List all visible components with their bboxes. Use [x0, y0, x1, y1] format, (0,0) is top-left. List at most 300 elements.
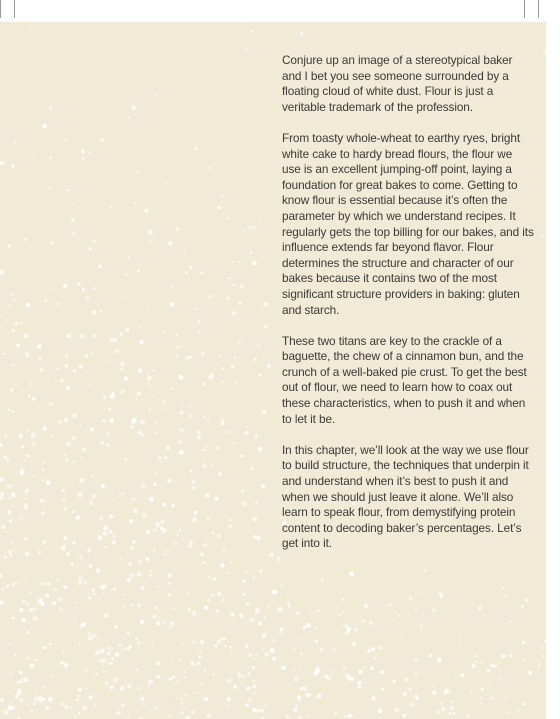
flour-speck	[310, 613, 312, 615]
flour-speck	[227, 296, 230, 299]
flour-speck	[177, 681, 179, 683]
flour-speck	[277, 574, 278, 575]
flour-speck	[306, 693, 311, 698]
flour-speck	[380, 670, 384, 674]
flour-speck	[234, 381, 236, 383]
flour-speck	[315, 640, 319, 644]
flour-speck	[6, 485, 9, 488]
flour-speck	[345, 625, 348, 628]
flour-speck	[227, 679, 232, 684]
flour-speck	[229, 646, 231, 648]
flour-speck	[22, 600, 26, 604]
flour-speck	[80, 334, 85, 339]
flour-speck	[402, 714, 406, 718]
flour-speck	[273, 639, 276, 642]
flour-speck	[38, 226, 40, 228]
flour-speck	[499, 671, 500, 672]
flour-speck	[149, 574, 153, 578]
flour-speck	[85, 296, 90, 301]
flour-speck	[200, 651, 202, 653]
flour-speck	[1, 492, 4, 495]
flour-speck	[222, 599, 225, 602]
flour-speck	[256, 536, 261, 541]
flour-speck	[314, 671, 319, 676]
flour-speck	[93, 240, 96, 243]
flour-speck	[212, 532, 215, 535]
flour-speck	[24, 537, 27, 540]
flour-speck	[147, 684, 150, 687]
flour-speck	[7, 244, 10, 247]
flour-speck	[183, 430, 185, 432]
flour-speck	[235, 629, 237, 631]
flour-speck	[147, 375, 149, 377]
flour-speck	[131, 105, 136, 110]
flour-speck	[195, 615, 197, 617]
flour-speck	[143, 703, 146, 706]
crop-mark-top-left-2	[14, 0, 15, 18]
flour-speck	[171, 285, 173, 287]
flour-speck	[304, 663, 306, 665]
flour-speck	[108, 646, 111, 649]
flour-speck	[523, 659, 525, 661]
flour-speck	[253, 680, 255, 682]
flour-speck	[403, 692, 407, 696]
flour-speck	[227, 217, 230, 220]
flour-speck	[225, 645, 227, 647]
flour-speck	[79, 556, 83, 560]
flour-speck	[32, 442, 36, 446]
flour-speck	[73, 203, 75, 205]
flour-speck	[229, 561, 232, 564]
flour-speck	[198, 655, 201, 658]
flour-speck	[223, 548, 226, 551]
flour-speck	[48, 643, 51, 646]
flour-speck	[246, 426, 248, 428]
flour-speck	[65, 364, 69, 368]
flour-speck	[292, 635, 294, 637]
flour-speck	[96, 673, 98, 675]
flour-speck	[344, 715, 347, 718]
flour-speck	[204, 606, 208, 610]
flour-speck	[448, 712, 451, 715]
flour-speck	[138, 368, 143, 373]
flour-speck	[206, 654, 207, 655]
flour-speck	[184, 573, 185, 574]
flour-speck	[421, 627, 423, 629]
flour-speck	[79, 478, 84, 483]
flour-speck	[137, 270, 140, 273]
flour-speck	[14, 140, 17, 143]
flour-speck	[30, 26, 32, 28]
flour-speck	[517, 708, 520, 711]
flour-speck	[263, 705, 265, 707]
flour-speck	[118, 495, 119, 496]
flour-speck	[145, 209, 149, 213]
flour-speck	[1, 699, 4, 702]
flour-speck	[306, 623, 311, 628]
flour-speck	[90, 427, 94, 431]
flour-speck	[187, 608, 190, 611]
flour-speck	[169, 302, 174, 307]
flour-speck	[251, 30, 254, 33]
flour-speck	[76, 699, 79, 702]
flour-speck	[179, 659, 182, 662]
flour-speck	[65, 138, 68, 141]
flour-speck	[199, 551, 201, 553]
flour-speck	[31, 709, 34, 712]
flour-speck	[268, 606, 270, 608]
flour-speck	[213, 474, 215, 476]
flour-speck	[314, 31, 316, 33]
flour-speck	[228, 277, 230, 279]
flour-speck	[11, 329, 14, 332]
flour-speck	[261, 709, 264, 712]
flour-speck	[225, 430, 228, 433]
flour-speck	[78, 581, 83, 586]
flour-speck	[141, 698, 144, 701]
flour-speck	[130, 682, 132, 684]
flour-speck	[57, 597, 62, 602]
flour-speck	[83, 448, 87, 452]
flour-speck	[3, 269, 4, 270]
flour-speck	[222, 367, 224, 369]
flour-speck	[149, 570, 152, 573]
flour-speck	[84, 581, 87, 584]
flour-speck	[459, 646, 461, 648]
flour-speck	[12, 617, 15, 620]
flour-speck	[72, 460, 75, 463]
flour-speck	[45, 594, 49, 598]
flour-speck	[44, 299, 48, 303]
flour-speck	[28, 622, 30, 624]
flour-speck	[23, 316, 25, 318]
flour-speck	[262, 410, 266, 414]
flour-speck	[147, 305, 148, 306]
flour-speck	[113, 338, 117, 342]
flour-speck	[82, 706, 87, 711]
flour-speck	[43, 646, 46, 649]
flour-speck	[184, 671, 186, 673]
flour-speck	[263, 649, 265, 651]
flour-speck	[104, 546, 106, 548]
flour-speck	[11, 164, 15, 168]
flour-speck	[506, 696, 508, 698]
flour-speck	[471, 633, 473, 635]
flour-speck	[211, 593, 215, 597]
flour-speck	[12, 518, 13, 519]
flour-speck	[12, 548, 14, 550]
flour-speck	[124, 458, 127, 461]
flour-speck	[220, 638, 223, 641]
flour-speck	[299, 701, 300, 702]
flour-speck	[259, 570, 262, 573]
flour-speck	[252, 261, 257, 266]
flour-speck	[73, 369, 76, 372]
flour-speck	[107, 361, 109, 363]
flour-speck	[93, 593, 95, 595]
flour-speck	[357, 681, 361, 685]
flour-speck	[417, 649, 418, 650]
flour-speck	[64, 663, 69, 668]
flour-speck	[367, 649, 371, 653]
flour-speck	[96, 568, 101, 573]
flour-speck	[237, 672, 240, 675]
crop-mark-top-right	[524, 0, 525, 18]
flour-speck	[450, 706, 454, 710]
flour-speck	[111, 649, 113, 651]
flour-speck	[358, 669, 363, 674]
flour-speck	[172, 607, 174, 609]
flour-speck	[64, 418, 69, 423]
flour-speck	[127, 79, 129, 81]
flour-speck	[90, 500, 93, 503]
flour-speck	[70, 563, 73, 566]
flour-speck	[25, 580, 27, 582]
flour-speck	[197, 692, 200, 695]
flour-speck	[205, 494, 209, 498]
flour-speck	[207, 598, 212, 603]
flour-speck	[170, 621, 175, 626]
flour-speck	[228, 402, 229, 403]
flour-speck	[196, 435, 201, 440]
flour-speck	[446, 652, 447, 653]
flour-speck	[135, 638, 138, 641]
flour-speck	[98, 535, 103, 540]
flour-speck	[72, 414, 76, 418]
flour-speck	[91, 494, 96, 499]
flour-speck	[69, 706, 71, 708]
flour-speck	[387, 649, 389, 651]
flour-speck	[166, 445, 171, 450]
flour-speck	[440, 594, 444, 598]
flour-speck	[72, 541, 75, 544]
flour-speck	[8, 409, 10, 411]
flour-speck	[221, 380, 223, 382]
flour-speck	[43, 124, 48, 129]
flour-speck	[21, 525, 23, 527]
flour-speck	[333, 648, 335, 650]
flour-speck	[164, 550, 166, 552]
flour-speck	[541, 646, 544, 649]
flour-speck	[170, 387, 173, 390]
flour-speck	[394, 631, 395, 632]
flour-speck	[246, 603, 249, 606]
flour-speck	[128, 562, 132, 566]
flour-speck	[198, 431, 201, 434]
flour-speck	[242, 675, 244, 677]
flour-speck	[185, 356, 190, 361]
flour-speck	[168, 715, 171, 718]
flour-speck	[217, 534, 221, 538]
flour-speck	[244, 431, 248, 435]
flour-speck	[32, 397, 36, 401]
flour-speck	[101, 484, 105, 488]
flour-speck	[191, 480, 195, 484]
flour-speck	[109, 691, 111, 693]
flour-speck	[65, 354, 69, 358]
flour-speck	[124, 605, 126, 607]
flour-speck	[136, 546, 137, 547]
flour-speck	[88, 151, 92, 155]
flour-speck	[213, 577, 217, 581]
flour-speck	[29, 591, 32, 594]
flour-speck	[92, 633, 97, 638]
flour-speck	[420, 624, 423, 627]
flour-speck	[110, 685, 114, 689]
flour-speck	[161, 408, 163, 410]
flour-speck	[214, 497, 218, 501]
flour-speck	[27, 657, 29, 659]
flour-speck	[339, 639, 340, 640]
flour-speck	[191, 327, 193, 329]
flour-speck	[207, 518, 210, 521]
flour-speck	[42, 479, 44, 481]
flour-speck	[63, 536, 67, 540]
flour-speck	[122, 648, 125, 651]
flour-speck	[252, 666, 255, 669]
flour-speck	[349, 571, 354, 576]
flour-speck	[113, 677, 118, 682]
flour-speck	[134, 202, 137, 205]
flour-speck	[162, 528, 167, 533]
flour-speck	[84, 668, 86, 670]
flour-speck	[297, 695, 302, 700]
flour-speck	[51, 436, 53, 438]
flour-speck	[38, 551, 41, 554]
flour-speck	[101, 585, 106, 590]
flour-speck	[172, 675, 176, 679]
flour-speck	[11, 541, 14, 544]
flour-speck	[239, 613, 243, 617]
flour-speck	[168, 594, 171, 597]
flour-speck	[238, 340, 241, 343]
flour-speck	[189, 469, 192, 472]
flour-speck	[75, 601, 77, 603]
flour-speck	[131, 420, 136, 425]
flour-speck	[522, 641, 525, 644]
flour-speck	[25, 552, 29, 556]
flour-speck	[105, 681, 108, 684]
flour-speck	[85, 355, 88, 358]
flour-speck	[135, 398, 137, 400]
flour-speck	[91, 475, 94, 478]
flour-speck	[509, 654, 512, 657]
flour-speck	[8, 550, 11, 553]
flour-speck	[10, 521, 12, 523]
flour-speck	[15, 469, 17, 471]
flour-speck	[67, 334, 71, 338]
flour-speck	[7, 510, 11, 514]
flour-speck	[481, 703, 483, 705]
flour-speck	[20, 468, 24, 472]
flour-speck	[148, 408, 151, 411]
flour-speck	[154, 707, 157, 710]
flour-speck	[90, 503, 93, 506]
flour-speck	[101, 571, 103, 573]
flour-speck	[502, 587, 504, 589]
flour-speck	[10, 284, 12, 286]
flour-speck	[325, 629, 326, 630]
flour-speck	[39, 696, 41, 698]
flour-speck	[481, 661, 483, 663]
flour-speck	[128, 713, 129, 714]
flour-speck	[307, 715, 309, 717]
flour-speck	[257, 344, 260, 347]
flour-speck	[243, 230, 246, 233]
flour-speck	[445, 689, 450, 694]
flour-speck	[294, 668, 295, 669]
flour-speck	[92, 310, 97, 315]
flour-speck	[349, 714, 353, 718]
flour-speck	[525, 599, 528, 602]
flour-speck	[124, 377, 128, 381]
flour-speck	[24, 238, 27, 241]
flour-speck	[21, 445, 24, 448]
flour-speck	[158, 616, 160, 618]
flour-speck	[248, 699, 252, 703]
flour-speck	[198, 330, 201, 333]
flour-speck	[25, 460, 27, 462]
flour-speck	[120, 362, 125, 367]
flour-speck	[164, 182, 166, 184]
flour-speck	[105, 261, 107, 263]
flour-speck	[164, 693, 166, 695]
flour-speck	[211, 464, 213, 466]
flour-speck	[13, 654, 16, 657]
flour-speck	[189, 266, 192, 269]
flour-speck	[0, 443, 2, 447]
flour-speck	[293, 661, 295, 663]
flour-speck	[26, 429, 29, 432]
flour-speck	[487, 669, 491, 673]
flour-speck	[82, 288, 85, 291]
flour-speck	[16, 343, 20, 347]
flour-speck	[142, 540, 144, 542]
flour-speck	[92, 588, 96, 592]
flour-speck	[0, 573, 2, 577]
flour-speck	[466, 714, 469, 717]
flour-speck	[20, 679, 24, 683]
flour-speck	[265, 704, 268, 707]
flour-speck	[88, 695, 92, 699]
flour-speck	[39, 368, 43, 372]
flour-speck	[242, 593, 245, 596]
flour-speck	[292, 670, 293, 671]
flour-speck	[481, 688, 484, 691]
flour-speck	[172, 504, 175, 507]
flour-speck	[154, 606, 157, 609]
flour-speck	[97, 637, 99, 639]
flour-speck	[52, 675, 54, 677]
flour-speck	[15, 695, 19, 699]
flour-speck	[79, 493, 80, 494]
flour-speck	[93, 287, 96, 290]
flour-speck	[18, 513, 20, 515]
flour-speck	[134, 492, 136, 494]
flour-speck	[381, 688, 384, 691]
flour-speck	[74, 715, 77, 718]
flour-speck	[137, 641, 140, 644]
flour-speck	[64, 586, 68, 590]
flour-speck	[121, 703, 125, 707]
flour-speck	[226, 697, 231, 702]
flour-speck	[102, 395, 106, 399]
flour-speck	[321, 578, 325, 582]
flour-speck	[88, 637, 92, 641]
flour-speck	[205, 446, 207, 448]
flour-speck	[98, 265, 102, 269]
flour-speck	[208, 294, 212, 298]
